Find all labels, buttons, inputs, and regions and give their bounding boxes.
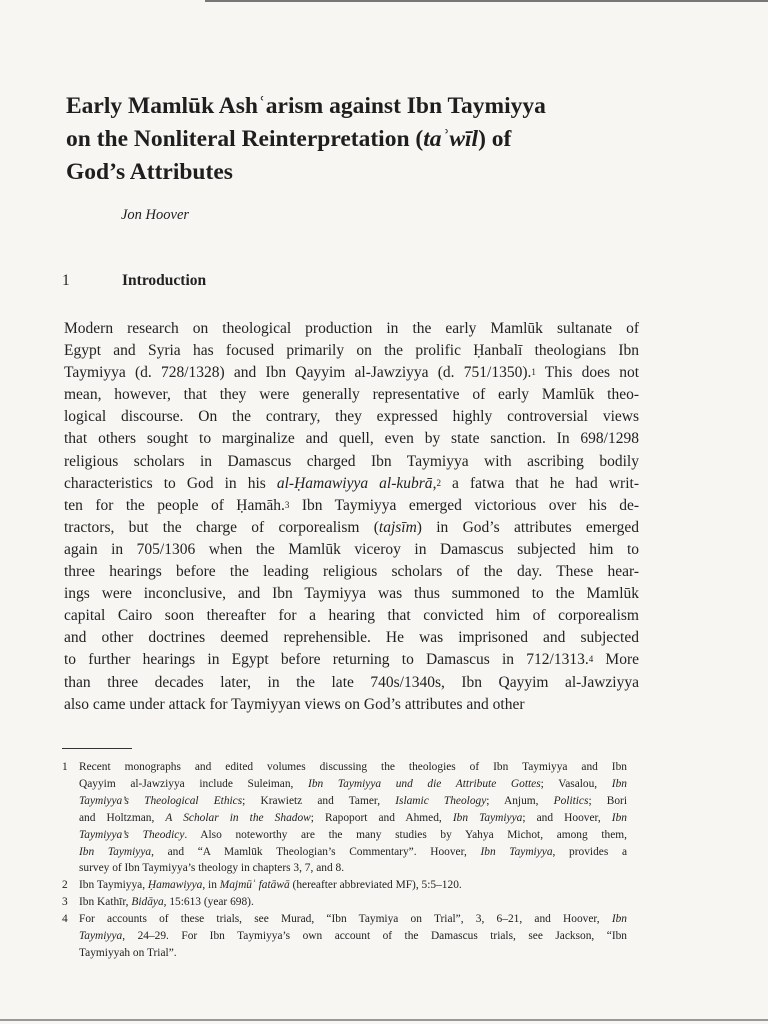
footnote-line: Recent monographs and edited volumes discussing the theologies of Ibn Taymiyya and Ibn: [79, 761, 627, 773]
footnote-number: 2: [62, 879, 68, 892]
footnote-ref-4[interactable]: 4: [588, 654, 594, 665]
body-line: that others sought to marginalize and quell, even by state sanction. In 698/1298: [64, 430, 639, 448]
author-name: Jon Hoover: [121, 207, 190, 223]
title-tawil: taʾwīl: [423, 126, 479, 152]
bottom-edge-rule: [0, 1019, 768, 1021]
body-line: Modern research on theological production in the early Mamlūk sultanate of: [64, 320, 639, 337]
body-line: mean, however, that they were generally representative of early Mamlūk theo-: [64, 386, 639, 404]
section-title: Introduction: [122, 272, 207, 289]
body-line: than three decades later, in the late 740s/1340s, Ibn Qayyim al-Jawziyya: [64, 673, 639, 691]
footnote-number: 4: [62, 913, 68, 926]
body-line: also came under attack for Taymiyyan views on God’s attributes and other: [64, 695, 525, 713]
footnote-ref-1[interactable]: 1: [531, 367, 536, 378]
footnote-ref-2[interactable]: 2: [436, 477, 441, 488]
footnote-3: [62, 894, 627, 911]
footnote-number: 3: [62, 896, 68, 909]
body-line: ings were inconclusive, and Ibn Taymiyya was thus summoned to the Mamlūk: [64, 585, 639, 603]
footnote-1: [62, 759, 627, 877]
section-heading: [62, 272, 462, 290]
body-line: three hearings before the leading religious scholars of the day. These hear-: [64, 563, 639, 581]
body-line: and other doctrines deemed reprehensible. He was imprisoned and subjected: [64, 629, 639, 647]
footnote-4: [62, 911, 627, 962]
body-line: Taymiyya (d. 728/1328) and Ibn Qayyim al-Jawziyya (d. 751/1350).$^1$ This does not: [64, 364, 639, 382]
footnote-line: Taymiyyah on Trial”.: [79, 946, 177, 959]
footnote-separator: [62, 748, 132, 749]
body-line: again in 705/1306 when the Mamlūk viceroy in Damascus subjected him to: [64, 540, 639, 558]
footnote-line: Qayyim al-Jawziyya include Suleiman, Ibn Taymiyya und die Attribute Gottes; Vasalou, Ibn: [79, 777, 627, 790]
footnote-number: 1: [62, 761, 68, 773]
section-number: 1: [62, 272, 70, 289]
body-line: religious scholars in Damascus charged Ibn Taymiyya with ascribing bodily: [64, 452, 639, 470]
title-line-1: Early Mamlūk Ashʿarism against Ibn Taymiyya: [66, 93, 546, 119]
top-edge-rule: [205, 0, 768, 2]
footnote-2: [62, 877, 627, 894]
body-line: tractors, but the charge of corporealism (tajsīm) in God’s attributes emerged: [64, 518, 639, 536]
footnote-line: Taymiyya’s Theological Ethics; Krawietz and Tamer, Islamic Theology; Anjum, Politics; Bori: [79, 794, 627, 807]
footnote-line: Ibn Taymiyya, Ḥamawiyya, in Majmūʿ fatāwā (hereafter abbreviated MF), 5:5–120.: [79, 879, 462, 892]
footnote-line: For accounts of these trials, see Murad, “Ibn Taymiya on Trial”, 3, 6–21, and Hoover, Ibn: [79, 913, 627, 926]
footnote-ref-3[interactable]: 3: [284, 499, 290, 510]
footnote-line: Taymiyya, 24–29. For Ibn Taymiyya’s own account of the Damascus trials, see Jackson, “Ibn: [79, 930, 627, 943]
body-text: [64, 318, 639, 716]
footnote-line: Taymiyya’s Theodicy. Also noteworthy are the many studies by Yahya Michot, among them,: [79, 828, 627, 841]
footnote-line: and Holtzman, A Scholar in the Shadow; Rapoport and Ahmed, Ibn Taymiyya; and Hoover, Ibn: [79, 811, 627, 824]
body-line: ten for the people of Ḥamāh.$^3$ Ibn Taymiyya emerged victorious over his de-: [64, 496, 639, 514]
title-line-2: on the Nonliteral Reinterpretation (taʾwīl) of: [66, 126, 512, 152]
footnote-line: Ibn Kathīr, Bidāya, 15:613 (year 698).: [79, 896, 254, 909]
title-line-3: God’s Attributes: [66, 159, 233, 185]
article-title: [66, 90, 666, 189]
body-line: Egypt and Syria has focused primarily on the prolific Ḥanbalī theologians Ibn: [64, 342, 639, 360]
body-line: logical discourse. On the contrary, they expressed highly controversial views: [64, 408, 639, 426]
body-line: capital Cairo soon thereafter for a hearing that convicted him of corporealism: [64, 607, 639, 625]
footnote-line: survey of Ibn Taymiyya’s theology in chapters 3, 7, and 8.: [79, 862, 345, 875]
footnotes: [62, 759, 627, 962]
footnote-line: Ibn Taymiyya, and “A Mamlūk Theologian’s Commentary”. Hoover, Ibn Taymiyya, provides a: [79, 845, 627, 858]
body-line: to further hearings in Egypt before returning to Damascus in 712/1313.$^4$ More: [64, 651, 639, 669]
body-line: characteristics to God in his al-Ḥamawiyya al-kubrā,$^2$ a fatwa that he had writ-: [64, 474, 639, 492]
